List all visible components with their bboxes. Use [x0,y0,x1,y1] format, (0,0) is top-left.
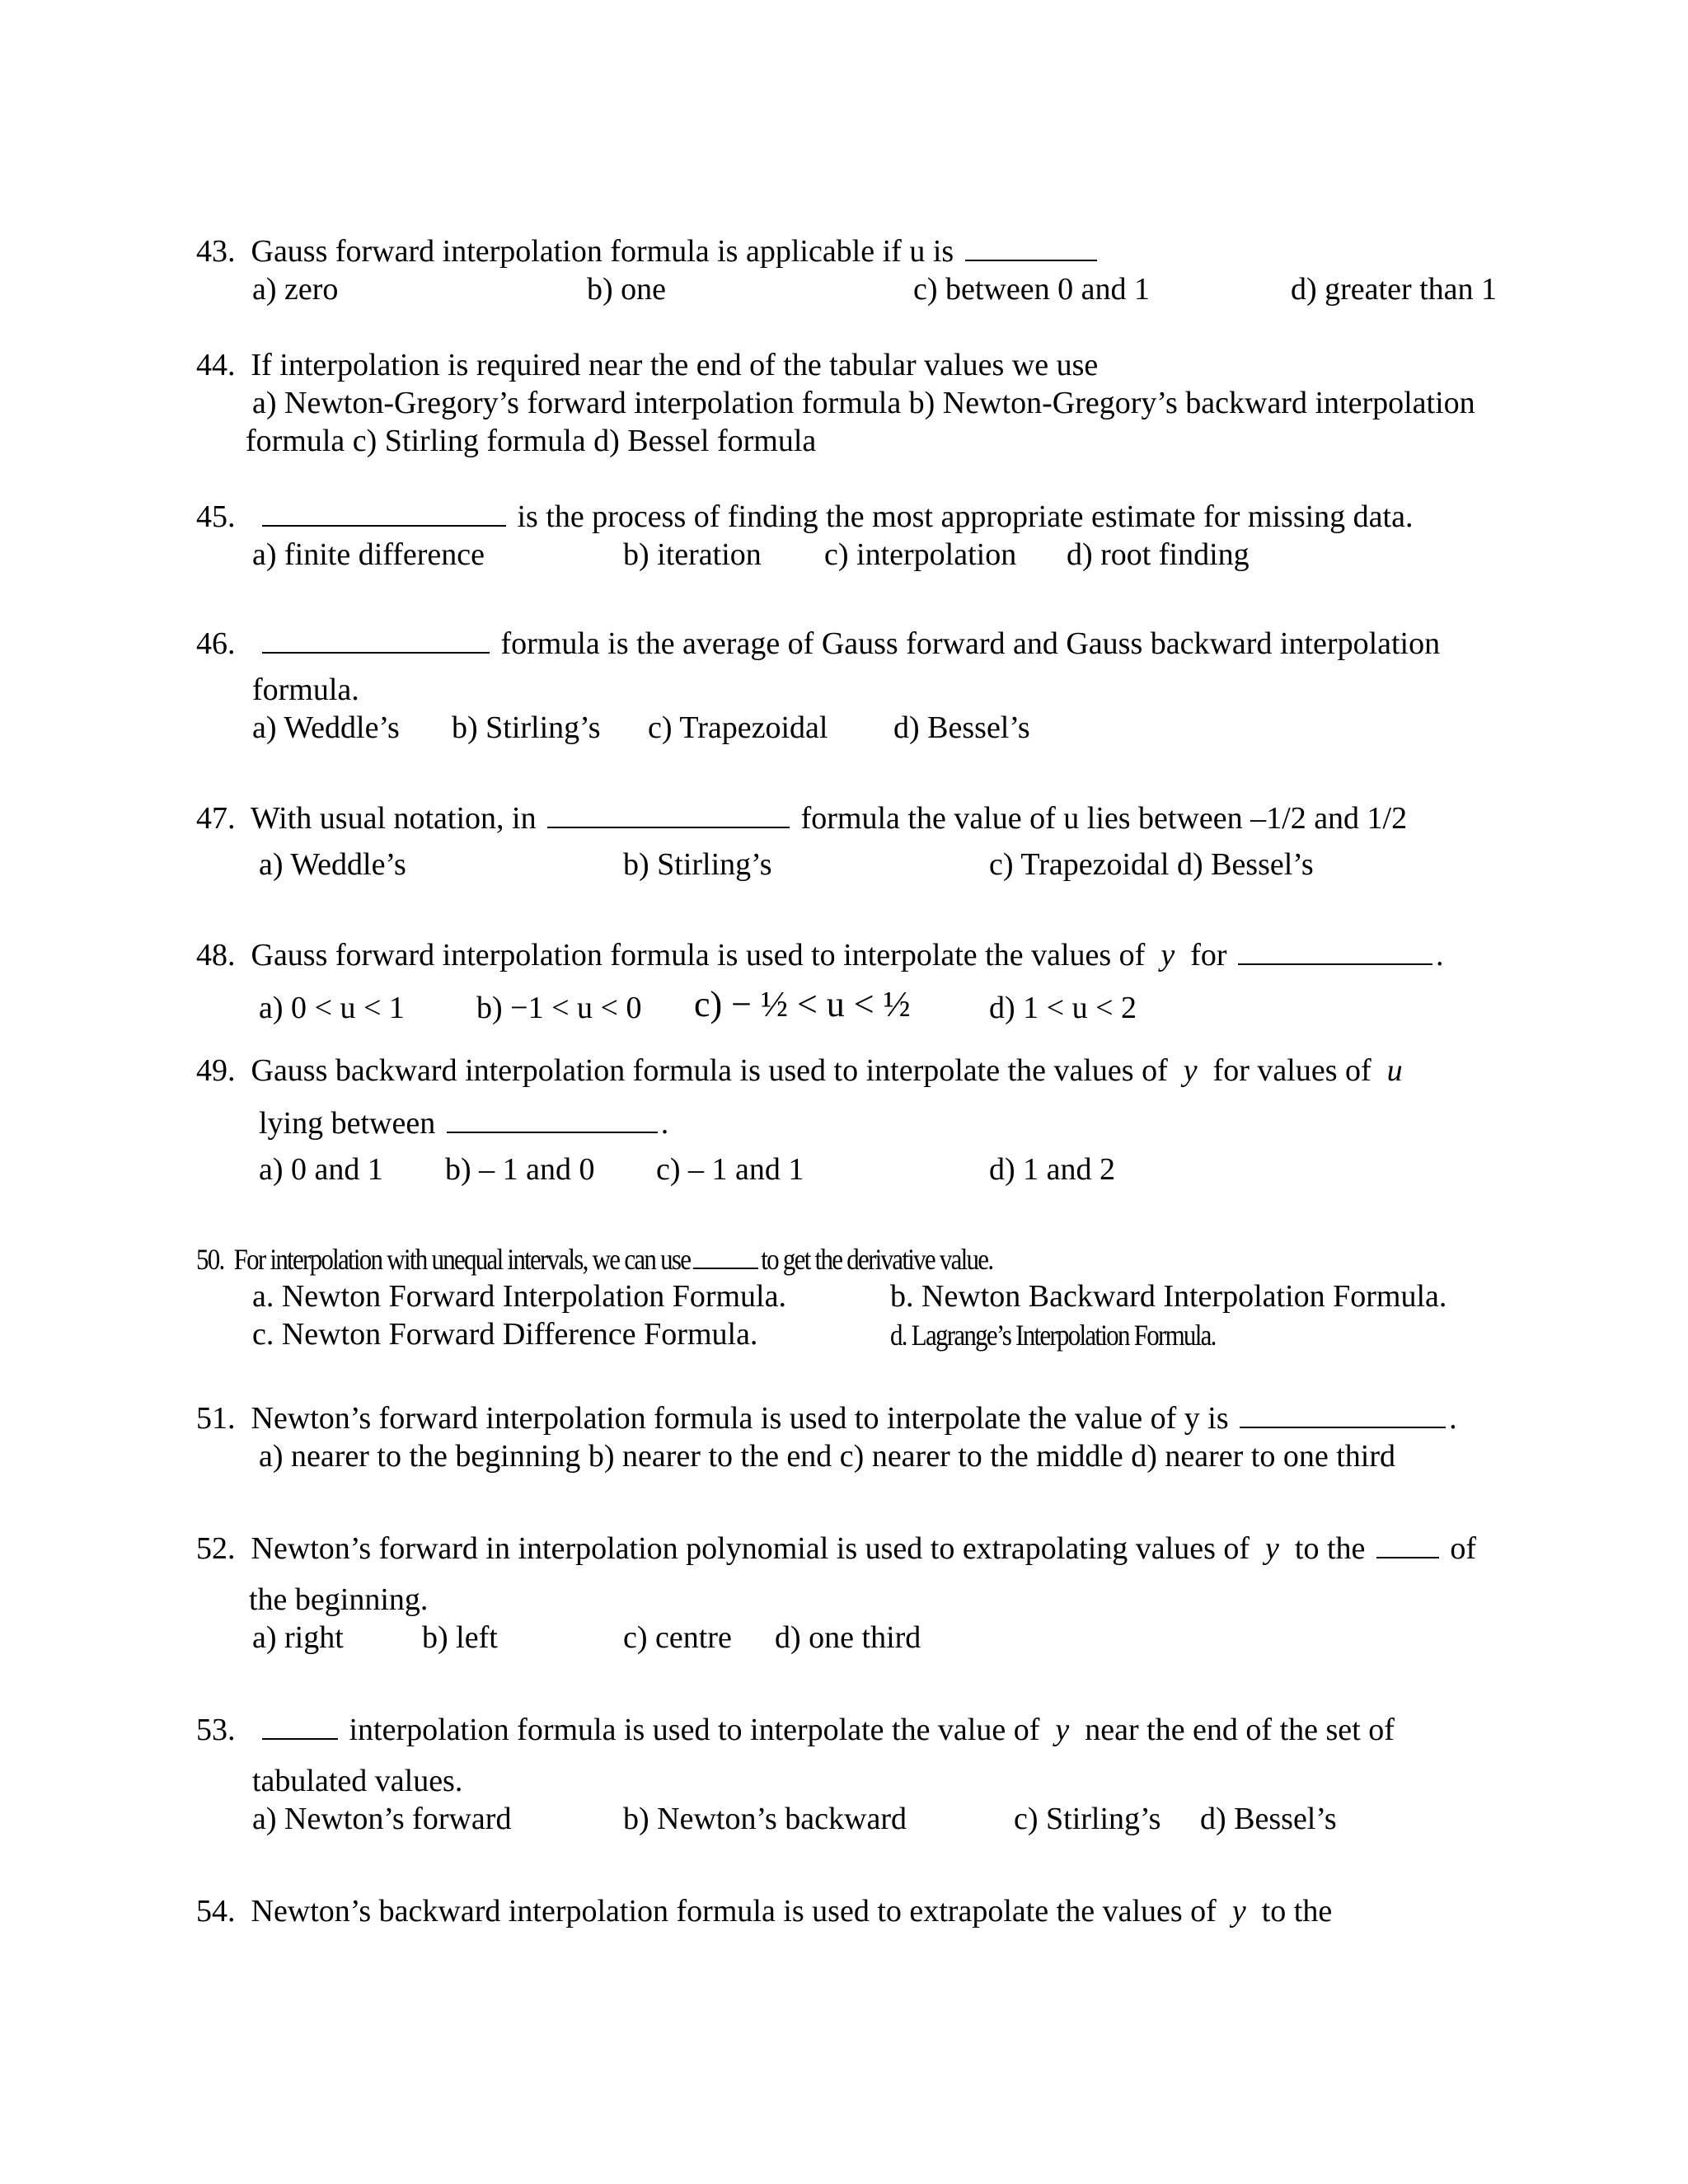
question-number: 43. [196,234,236,269]
option-a: a) zero [252,272,339,307]
option-b: b) – 1 and 0 [445,1152,595,1187]
question-text: Newton’s forward in interpolation polynomial is used to extrapolating values of [251,1531,1250,1566]
answer-blank [262,626,490,654]
question-number: 48. [196,938,236,972]
question-text: Gauss forward interpolation formula is applicable if u is [251,234,954,269]
question-text: Gauss backward interpolation formula is used to interpolate the values of [251,1053,1168,1088]
question-46-continuation: formula. [252,673,359,707]
question-51-stem [196,1399,1457,1437]
option-a: a) right [252,1620,344,1655]
option-d: d) root finding [1067,537,1250,572]
option-c: c) − ½ < u < ½ [694,984,911,1024]
question-text: formula the value of u lies between –1/2 and 1/2 [800,801,1408,836]
question-text: to the [1294,1531,1366,1566]
variable-y: y [1265,1531,1279,1566]
option-a: a) Weddle’s [252,710,400,745]
period: . [1436,938,1444,972]
question-48-stem [196,936,1444,974]
question-text: Gauss forward interpolation formula is used to interpolate the values of [251,938,1146,972]
question-49-continuation [259,1104,668,1142]
variable-y: y [1231,1894,1246,1929]
option-c: c) centre [623,1620,732,1655]
question-text: for values of [1212,1053,1372,1088]
option-b: b) left [422,1620,498,1655]
question-number: 47. [196,801,236,836]
question-47-stem [196,799,1407,837]
question-51-options: a) nearer to the beginning b) nearer to the end c) nearer to the middle d) nearer to one third [259,1439,1396,1474]
question-52-stem [196,1530,1476,1568]
question-53-continuation: tabulated values. [252,1764,463,1798]
question-text: interpolation formula is used to interpolate the value of [349,1713,1040,1747]
answer-blank [447,1105,658,1133]
question-number: 45. [196,499,236,534]
question-number: 54. [196,1894,236,1929]
question-text: For interpolation with unequal intervals, we can use [233,1243,691,1276]
question-43-stem [196,232,1100,270]
question-44-options-line: formula c) Stirling formula d) Bessel formula [246,424,817,458]
question-text: If interpolation is required near the end of the tabular values we use [251,348,1099,382]
option-b: b) −1 < u < 0 [476,991,642,1025]
variable-y: y [1160,938,1175,972]
period: . [1449,1401,1457,1436]
option-a: a) 0 and 1 [259,1152,383,1187]
question-text: lying between [259,1106,436,1141]
question-number: 46. [196,626,236,661]
option-a: a) Weddle’s [259,847,406,882]
option-c: c. Newton Forward Difference Formula. [252,1317,758,1352]
question-text: near the end of the set of [1085,1713,1395,1747]
answer-blank [262,1712,338,1740]
question-text: is the process of finding the most appropriate estimate for missing data. [517,499,1414,534]
option-b: b) Stirling’s [623,847,772,882]
question-text: Newton’s backward interpolation formula is used to extrapolate the values of [251,1894,1217,1929]
question-text: to the [1261,1894,1333,1929]
answer-blank [1238,937,1432,965]
question-number: 44. [196,348,236,382]
option-c: c) Trapezoidal [648,710,828,745]
option-a: a) Newton’s forward [252,1802,512,1836]
option-d: d) 1 and 2 [989,1152,1116,1187]
answer-blank [1240,1400,1446,1428]
question-text: of [1450,1531,1477,1566]
question-50-stem [196,1241,992,1277]
option-c: c) interpolation [824,537,1017,572]
answer-blank [693,1243,758,1269]
question-46-stem [196,625,1440,663]
option-a: a. Newton Forward Interpolation Formula. [252,1279,786,1314]
question-number: 52. [196,1531,236,1566]
answer-blank [262,499,506,527]
option-a: a) finite difference [252,537,485,572]
question-45-stem [196,498,1413,536]
option-b: b) Newton’s backward [623,1802,907,1836]
question-number: 53. [196,1713,236,1747]
option-a: a) 0 < u < 1 [259,991,405,1025]
variable-y: y [1183,1053,1198,1088]
option-c-d: c) Trapezoidal d) Bessel’s [989,847,1314,882]
option-b: b) iteration [623,537,762,572]
question-54-stem [196,1892,1332,1930]
option-b: b. Newton Backward Interpolation Formula. [890,1279,1447,1314]
question-text: to get the derivative value. [761,1243,993,1276]
option-b: b) Stirling’s [452,710,601,745]
question-text: for [1190,938,1227,972]
answer-blank [1376,1530,1439,1558]
period: . [660,1106,669,1141]
option-d: d) one third [775,1620,921,1655]
option-b: b) one [587,272,667,307]
question-text: With usual notation, in [250,801,537,836]
option-d: d) Bessel’s [893,710,1030,745]
option-d: d) greater than 1 [1291,272,1498,307]
variable-u: u [1386,1053,1403,1088]
question-number: 50. [196,1243,224,1276]
option-c: c) – 1 and 1 [656,1152,804,1187]
question-text: Newton’s forward interpolation formula is used to interpolate the value of y is [251,1401,1229,1436]
question-53-stem [196,1711,1395,1749]
question-number: 49. [196,1053,236,1088]
option-c: c) between 0 and 1 [913,272,1150,307]
answer-blank [547,800,790,828]
option-d: d. Lagrange’s Interpolation Formula. [890,1319,1216,1352]
option-d: d) 1 < u < 2 [989,991,1137,1025]
question-44-options-line: a) Newton-Gregory’s forward interpolation formula b) Newton-Gregory’s backward interpolation [252,386,1475,420]
question-number: 51. [196,1401,236,1436]
variable-y: y [1055,1713,1070,1747]
question-49-stem [196,1052,1403,1090]
question-44-stem [196,346,1098,384]
option-d: d) Bessel’s [1200,1802,1337,1836]
answer-blank [965,233,1097,261]
question-52-continuation: the beginning. [249,1582,429,1617]
question-text: formula is the average of Gauss forward and Gauss backward interpolation [500,626,1441,661]
option-c: c) Stirling’s [1014,1802,1161,1836]
